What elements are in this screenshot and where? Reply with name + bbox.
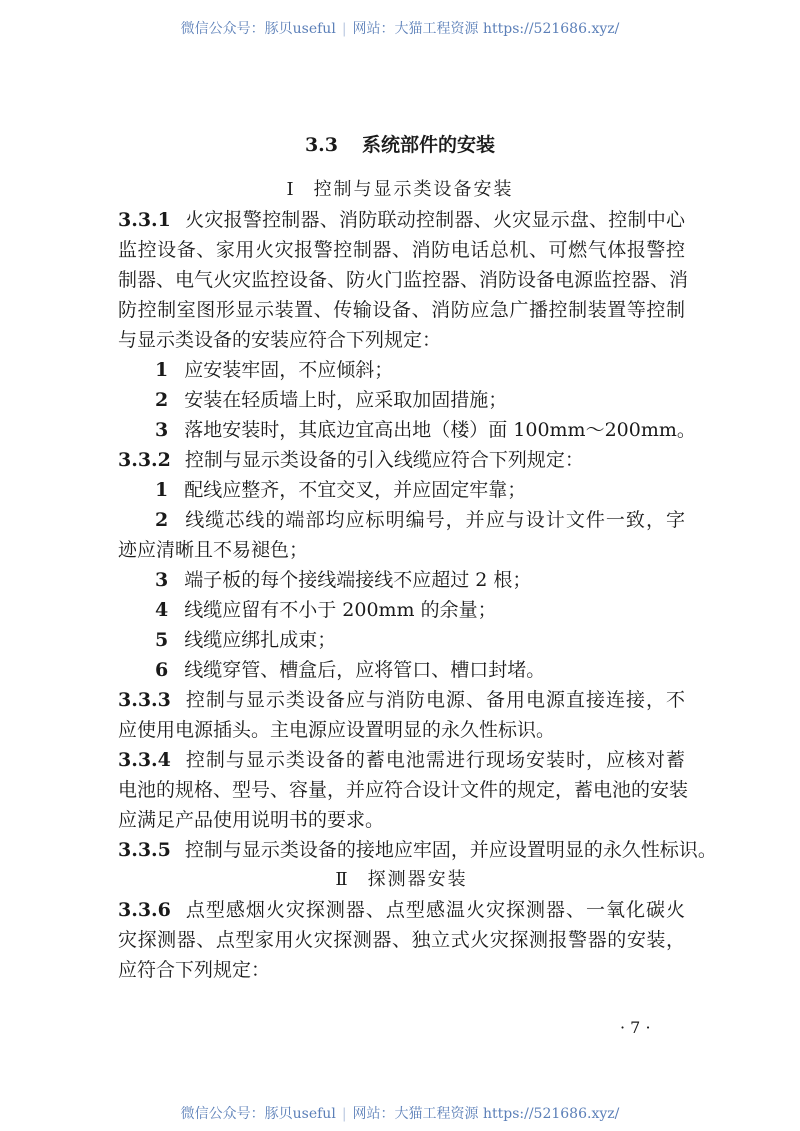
paragraph-line: 电池的规格、型号、容量，并应符合设计文件的规定，蓄电池的安装 bbox=[118, 779, 689, 801]
paragraph-line: 3.3.5 控制与显示类设备的接地应牢固，并应设置明显的永久性标识。 bbox=[118, 839, 717, 861]
document-body bbox=[118, 205, 717, 985]
clause-number: 3.3.5 bbox=[118, 839, 171, 861]
clause-number: 3.3.1 bbox=[118, 209, 171, 231]
subsection-heading-2: Ⅱ 探测器安装 bbox=[335, 869, 468, 890]
list-item: 2 安装在轻质墙上时，应采取加固措施； bbox=[155, 389, 508, 411]
list-item: 5 线缆应绑扎成束； bbox=[155, 629, 337, 651]
paragraph-line: 制器、电气火灾监控设备、防火门监控器、消防设备电源监控器、消 bbox=[118, 269, 689, 291]
clause-number: 3.3.3 bbox=[118, 689, 171, 711]
paragraph-line: 3.3.1 火灾报警控制器、消防联动控制器、火灾显示盘、控制中心 bbox=[118, 209, 685, 231]
watermark-bottom: 微信公众号：豚贝useful | 网站：大猫工程资源 https://521686.xyz/ bbox=[180, 1106, 620, 1122]
list-item: 3 端子板的每个接线端接线不应超过 2 根； bbox=[155, 569, 532, 591]
paragraph-line: 3.3.3 控制与显示类设备应与消防电源、备用电源直接连接，不 bbox=[118, 689, 685, 711]
paragraph-line: 应符合下列规定： bbox=[118, 959, 271, 981]
paragraph-line: 与显示类设备的安装应符合下列规定： bbox=[118, 329, 442, 351]
list-item: 2 线缆芯线的端部均应标明编号，并应与设计文件一致，字 bbox=[155, 509, 685, 531]
paragraph-line: 应满足产品使用说明书的要求。 bbox=[118, 809, 385, 831]
paragraph-line: 应使用电源插头。主电源应设置明显的永久性标识。 bbox=[118, 719, 556, 741]
list-item: 3 落地安装时，其底边宜高出地（楼）面 100mm～200mm。 bbox=[155, 419, 696, 441]
watermark-top: 微信公众号：豚贝useful | 网站：大猫工程资源 https://521686.xyz/ bbox=[180, 21, 620, 37]
section-title: 3.3 系统部件的安装 bbox=[304, 134, 496, 156]
paragraph-line: 3.3.2 控制与显示类设备的引入线缆应符合下列规定： bbox=[118, 449, 584, 471]
subsection-heading-1: Ⅰ 控制与显示类设备安装 bbox=[286, 179, 514, 200]
list-item-continuation: 迹应清晰且不易褪色； bbox=[118, 539, 309, 561]
paragraph-line: 3.3.6 点型感烟火灾探测器、点型感温火灾探测器、一氧化碳火 bbox=[118, 899, 685, 921]
paragraph-line: 3.3.4 控制与显示类设备的蓄电池需进行现场安装时，应核对蓄 bbox=[118, 749, 685, 771]
page-number: · 7 · bbox=[620, 1018, 651, 1037]
paragraph-line: 监控设备、家用火灾报警控制器、消防电话总机、可燃气体报警控 bbox=[118, 239, 685, 261]
list-item: 4 线缆应留有不小于 200mm 的余量； bbox=[155, 599, 497, 621]
clause-number: 3.3.6 bbox=[118, 899, 171, 921]
clause-number: 3.3.4 bbox=[118, 749, 171, 771]
clause-number: 3.3.2 bbox=[118, 449, 171, 471]
list-item: 1 应安装牢固，不应倾斜； bbox=[155, 359, 394, 381]
list-item: 1 配线应整齐，不宜交叉，并应固定牢靠； bbox=[155, 479, 527, 501]
paragraph-line: 灾探测器、点型家用火灾探测器、独立式火灾探测报警器的安装， bbox=[118, 929, 685, 951]
paragraph-line: 防控制室图形显示装置、传输设备、消防应急广播控制装置等控制 bbox=[118, 299, 685, 321]
list-item: 6 线缆穿管、槽盒后，应将管口、槽口封堵。 bbox=[155, 659, 546, 681]
